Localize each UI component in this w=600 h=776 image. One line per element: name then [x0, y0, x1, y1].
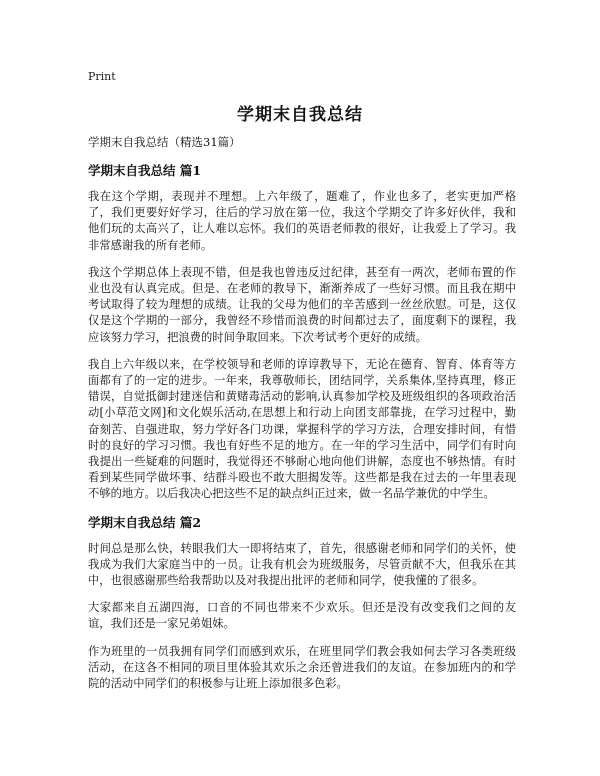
paragraph: 时间总是那么快，转眼我们大一即将结束了，首先，很感谢老师和同学们的关怀，使我成为我们大家庭当中的一员。让我有机会为班级服务，尽管贡献不大，但我乐在其中，也很感谢那些给我帮助以及对我提出批评的老师和同学，使我懂的了很多。: [88, 541, 516, 588]
print-link[interactable]: Print: [88, 70, 116, 83]
paragraph: 大家都来自五湖四海，口音的不同也带来不少欢乐。但还是没有改变我们之间的友谊，我们还是一家兄弟姐妹。: [88, 601, 516, 631]
document-title: 学期末自我总结: [237, 105, 363, 125]
section-heading: 学期末自我总结 篇2: [88, 514, 202, 530]
paragraph: 作为班里的一员我拥有同学们而感到欢乐，在班里同学们教会我如何去学习各类班级活动，在这各不相同的项目里体验其欢乐之余还曾进我们的友谊。在参加班内的和学院的活动中同学们的积极参与让班上添加很多色彩。: [88, 644, 516, 691]
paragraph: 我这个学期总体上表现不错，但是我也曾违反过纪律，甚至有一两次，老师布置的作业也没有认真完成。但是、在老师的教导下，渐渐养成了一些好习惯。而且我在期中考试取得了较为理想的成绩。让我的父母为他们的辛苦感到一丝丝欣慰。可是，这仅仅是这个学期的一部分，我曾经不珍惜而浪费的时间都过去了，面度剩下的课程，我应该努力学习，把浪费的时间争取回来。下次考试考个更好的成绩。: [88, 265, 516, 344]
paragraph: 我在这个学期，表现并不理想。上六年级了，题难了，作业也多了，老实更加严格了，我们更要好好学习，往后的学习放在第一位，我这个学期交了许多好伙伴，我和他们玩的太高兴了，让人难以忘怀。我们的英语老师教的很好，让我爱上了学习。我非常感谢我的所有老师。: [88, 190, 516, 252]
document-subtitle: 学期末自我总结（精选31篇）: [88, 135, 241, 149]
document-body: [88, 134, 516, 703]
section-heading: 学期末自我总结 篇1: [88, 163, 202, 178]
paragraph: 我自上六年级以来，在学校领导和老师的谆谆教导下，无论在德育、智育、体育等方面都有了的一定的进步。一年来，我尊敬师长，团结同学，关系集体,坚持真理，修正错误，自觉抵御封建迷信和黄赌毒活动的影响,认真参加学校及班级组织的各项政治活动[小草范文网]和文化娱乐活动,在思想上和行动上向团支部靠拢，在学习过程中，勤奋刻苦、自强进取，努力学好各门功课，掌握科学的学习方法，合理安排时间，有惜时的良好的学习习惯。我也有好些不足的地方。在一年的学习生活中，同学们有时向我提出一些疑难的问题时，我觉得还不够耐心地向他们讲解，态度也不够热情。有时看到某些同学做坏事、结群斗殴也不敢大胆揭发等。这些都是我在过去的一年里表现不够的地方。以后我决心把这些不足的缺点纠正过来，做一名品学兼优的中学生。: [88, 357, 516, 501]
